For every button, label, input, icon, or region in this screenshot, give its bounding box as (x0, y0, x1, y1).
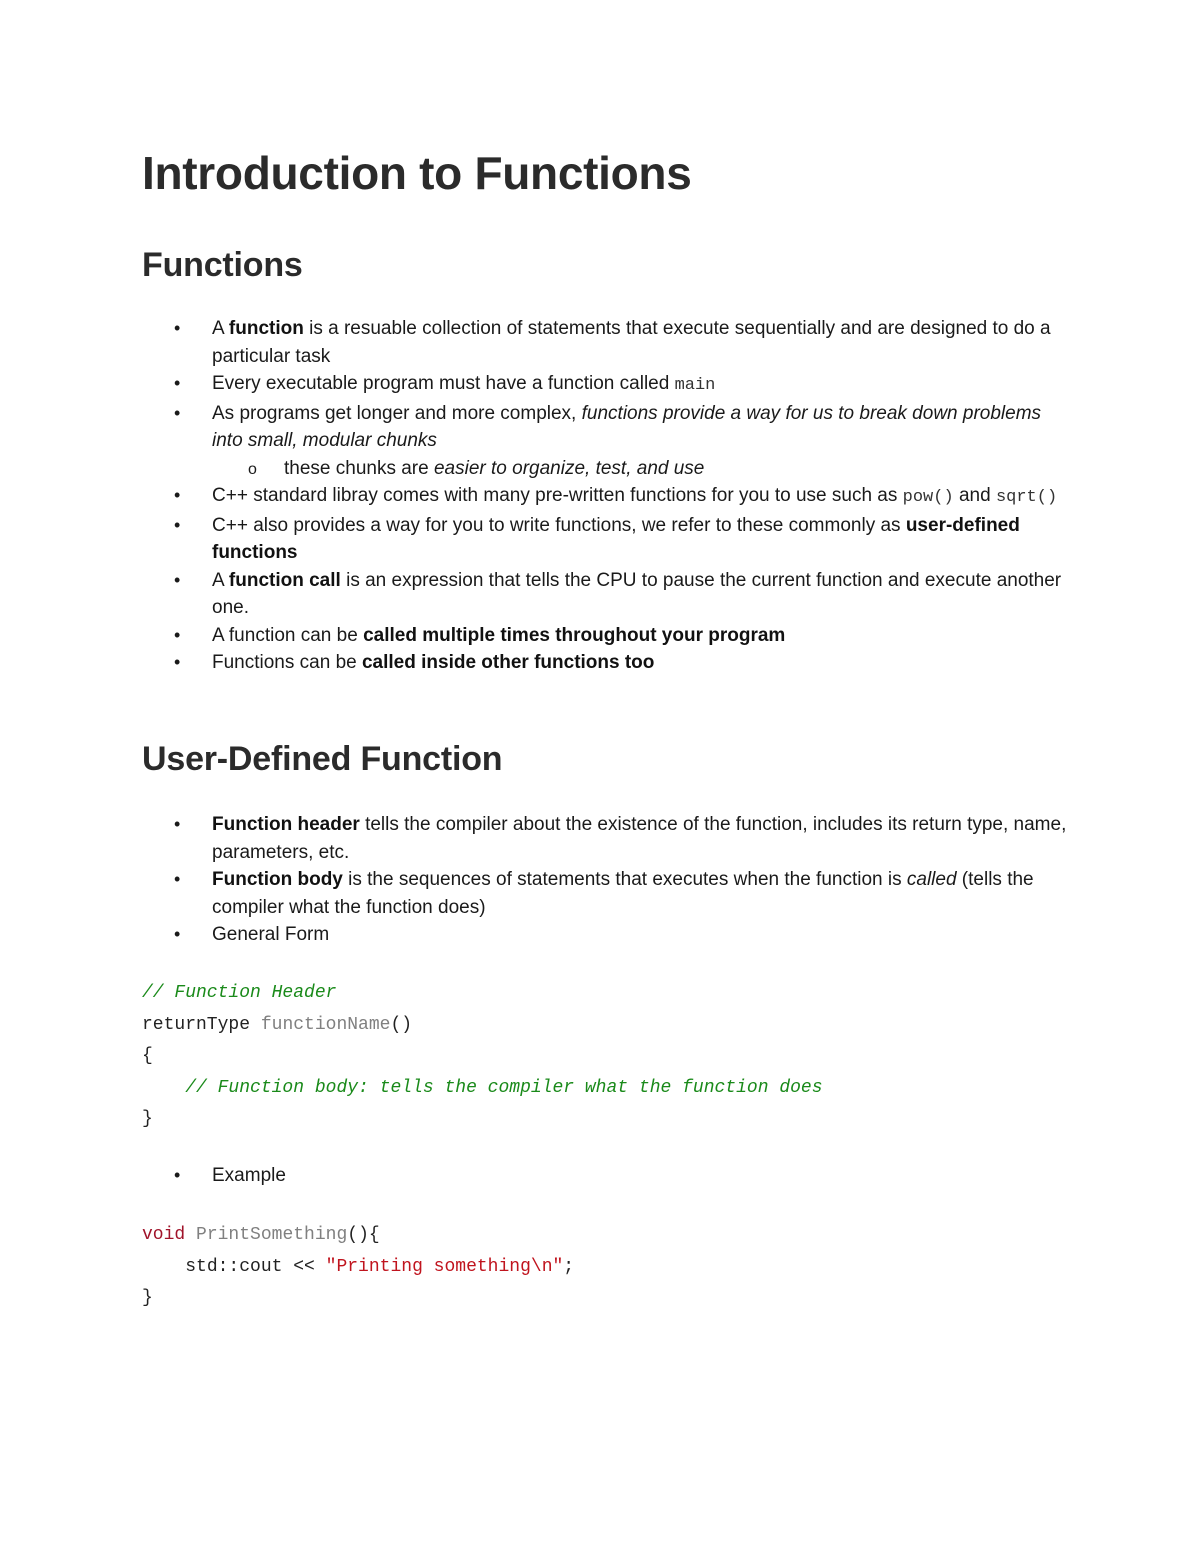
list-item: • A function is a resuable collection of statements that execute sequentially and are designed to do a particular task (0, 315, 1072, 370)
example-list (0, 1162, 1072, 1190)
list-item: • As programs get longer and more complex, functions provide a way for us to break down problems into small, modular chunks (0, 400, 1072, 455)
list-item: • A function call is an expression that tells the CPU to pause the current function and execute another one. (0, 567, 1072, 622)
list-item: • Function body is the sequences of statements that executes when the function is called (tells the compiler what the function does) (0, 866, 1072, 921)
code-block-general-form: // Function Header returnType functionName() { // Function body: tells the compiler what the function does } (142, 983, 823, 1129)
page-title: Introduction to Functions (142, 147, 692, 199)
section-heading-functions: Functions (142, 246, 303, 284)
sub-list-item: o these chunks are easier to organize, test, and use (0, 455, 1144, 483)
list-item: • C++ standard libray comes with many pre-written functions for you to use such as pow() and sqrt() (0, 482, 1072, 512)
list-item: • A function can be called multiple times throughout your program (0, 622, 1072, 650)
code-keyword: void (142, 1225, 186, 1245)
functions-list (0, 315, 1144, 677)
section-heading-user-defined: User-Defined Function (142, 740, 503, 778)
list-item: • General Form (0, 921, 1072, 949)
inline-code: main (674, 376, 716, 395)
list-item: • Every executable program must have a function called main (0, 370, 1072, 400)
list-item: • Example (0, 1162, 1072, 1190)
list-item: • Functions can be called inside other functions too (0, 649, 1072, 677)
list-item: • Function header tells the compiler about the existence of the function, includes its return type, name, parameters, etc. (0, 811, 1072, 866)
code-comment: // Function body: tells the compiler what the function does (185, 1077, 823, 1098)
code-comment: // Function Header (142, 983, 337, 1003)
code-block-example: void PrintSomething(){ std::cout << "Printing something\n"; } (142, 1225, 575, 1308)
user-defined-list (0, 811, 1072, 949)
code-string: "Printing something\n" (325, 1256, 564, 1277)
inline-code: pow() (902, 488, 954, 507)
list-item: • C++ also provides a way for you to write functions, we refer to these commonly as user-defined functions (0, 512, 1072, 567)
inline-code: sqrt() (995, 488, 1058, 507)
